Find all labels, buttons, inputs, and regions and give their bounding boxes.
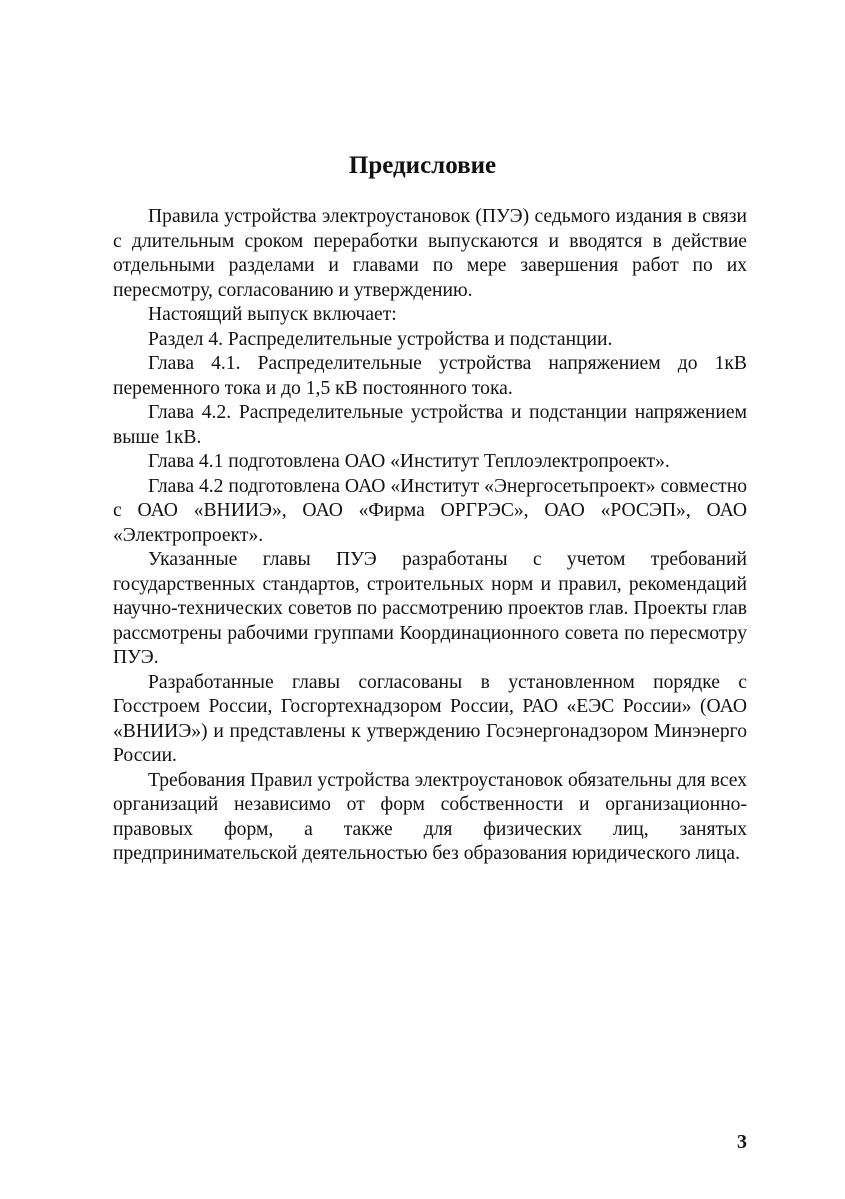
paragraph-chapter-4-1-author: Глава 4.1 подготовлена ОАО «Институт Теплоэлектропроект».: [148, 451, 670, 472]
paragraph-intro: Правила устройства электроустановок (ПУЭ) седьмого издания в связи с длительным сроком переработки выпускаются и вводятся в действие отдельными разделами и главами по мере завершения работ по их пересмотру, согласованию и утверждению.: [113, 206, 747, 301]
paragraph-issue-includes: Настоящий выпуск включает:: [148, 304, 397, 325]
paragraph-requirements: Требования Правил устройства электроустановок обязательны для всех организаций независимо от форм собственности и организационно-правовых форм, а также для физических лиц, занятых предпринимательской деятельностью без образования юридического лица.: [113, 769, 747, 864]
paragraph-chapter-4-2-author: Глава 4.2 подготовлена ОАО «Институт «Энергосетьпроект» совместно с ОАО «ВНИИЭ», ОАО «Фирма ОРГРЭС», ОАО «РОСЭП», ОАО «Электропроект».: [113, 475, 747, 546]
paragraph-section-4: Раздел 4. Распределительные устройства и подстанции.: [148, 328, 613, 350]
paragraph-approval: Разработанные главы согласованы в установленном порядке с Госстроем России, Госгортехнадзором России, РАО «ЕЭС России» (ОАО «ВНИИЭ») и представлены к утверждению Госэнергонадзором Минэнерго России.: [113, 671, 747, 766]
preface-body: [113, 205, 747, 867]
paragraph-chapter-4-2: Глава 4.2. Распределительные устройства и подстанции напряжением выше 1кВ.: [113, 402, 747, 448]
paragraph-chapter-4-1: Глава 4.1. Распределительные устройства напряжением до 1кВ переменного тока и до 1,5 кВ постоянного тока.: [113, 353, 747, 399]
page-title: Предисловие: [348, 152, 497, 179]
paragraph-standards: Указанные главы ПУЭ разработаны с учетом требований государственных стандартов, строительных норм и правил, рекомендаций научно-технических советов по рассмотрению проектов глав. Проекты глав рассмотрены рабочими группами Координационного совета по пересмотру ПУЭ.: [113, 549, 747, 668]
page-number: 3: [737, 1131, 747, 1153]
